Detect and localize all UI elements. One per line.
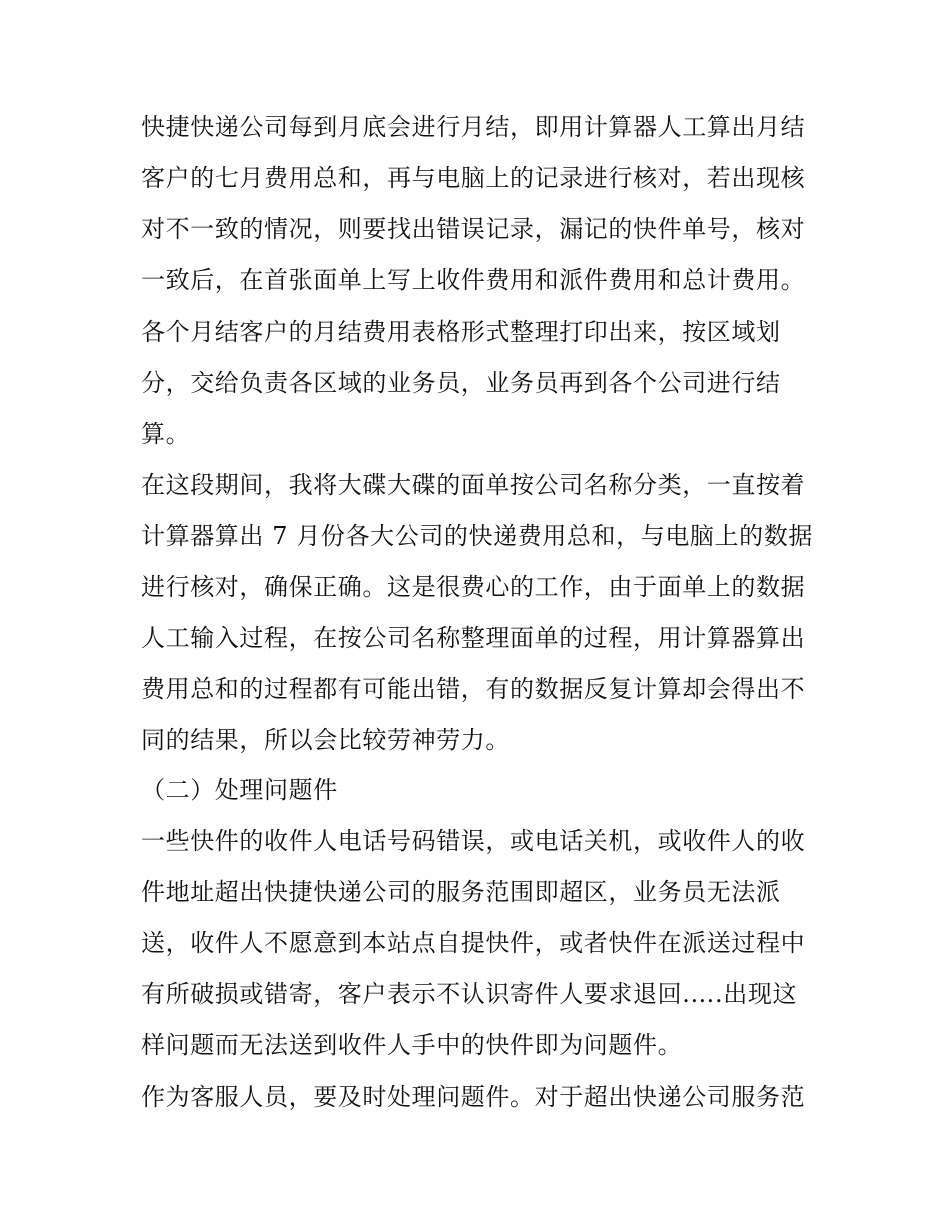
paragraph-2-line-4: 人工输入过程，在按公司名称整理面单的过程，用计算器算出	[141, 624, 806, 652]
paragraph-1-line-4: 一致后，在首张面单上写上收件费用和派件费用和总计费用。	[141, 266, 806, 294]
paragraph-2-line-2: 计算器算出 7 月份各大公司的快递费用总和，与电脑上的数据	[141, 522, 813, 550]
paragraph-4-line-1: 作为客服人员，要及时处理问题件。对于超出快递公司服务范	[141, 1083, 806, 1111]
paragraph-1-line-1: 快捷快递公司每到月底会进行月结，即用计算器人工算出月结	[141, 113, 806, 141]
paragraph-1-line-6: 分，交给负责各区域的业务员，业务员再到各个公司进行结	[141, 369, 781, 397]
paragraph-1-line-3: 对不一致的情况，则要找出错误记录，漏记的快件单号，核对	[141, 215, 806, 243]
paragraph-3-line-2: 件地址超出快捷快递公司的服务范围即超区，业务员无法派	[141, 878, 781, 906]
paragraph-3-line-3: 送，收件人不愿意到本站点自提快件，或者快件在派送过程中	[141, 929, 806, 957]
paragraph-2-line-6: 同的结果，所以会比较劳神劳力。	[141, 726, 510, 754]
paragraph-2-line-5: 费用总和的过程都有可能出错，有的数据反复计算却会得出不	[141, 675, 806, 703]
paragraph-1-line-7: 算。	[141, 420, 191, 448]
paragraph-3-line-4: 有所破损或错寄，客户表示不认识寄件人要求退回.….出现这	[141, 980, 798, 1008]
paragraph-1-line-5: 各个月结客户的月结费用表格形式整理打印出来，按区域划	[141, 318, 781, 346]
paragraph-1-line-2: 客户的七月费用总和，再与电脑上的记录进行核对，若出现核	[141, 164, 806, 192]
paragraph-3-line-5: 样问题而无法送到收件人手中的快件即为问题件。	[141, 1031, 683, 1059]
paragraph-2-line-3: 进行核对，确保正确。这是很费心的工作，由于面单上的数据	[141, 573, 806, 601]
section-heading: （二）处理问题件	[141, 776, 338, 804]
paragraph-2-line-1: 在这段期间，我将大碟大碟的面单按公司名称分类，一直按着	[141, 471, 806, 499]
paragraph-3-line-1: 一些快件的收件人电话号码错误，或电话关机，或收件人的收	[141, 827, 806, 855]
